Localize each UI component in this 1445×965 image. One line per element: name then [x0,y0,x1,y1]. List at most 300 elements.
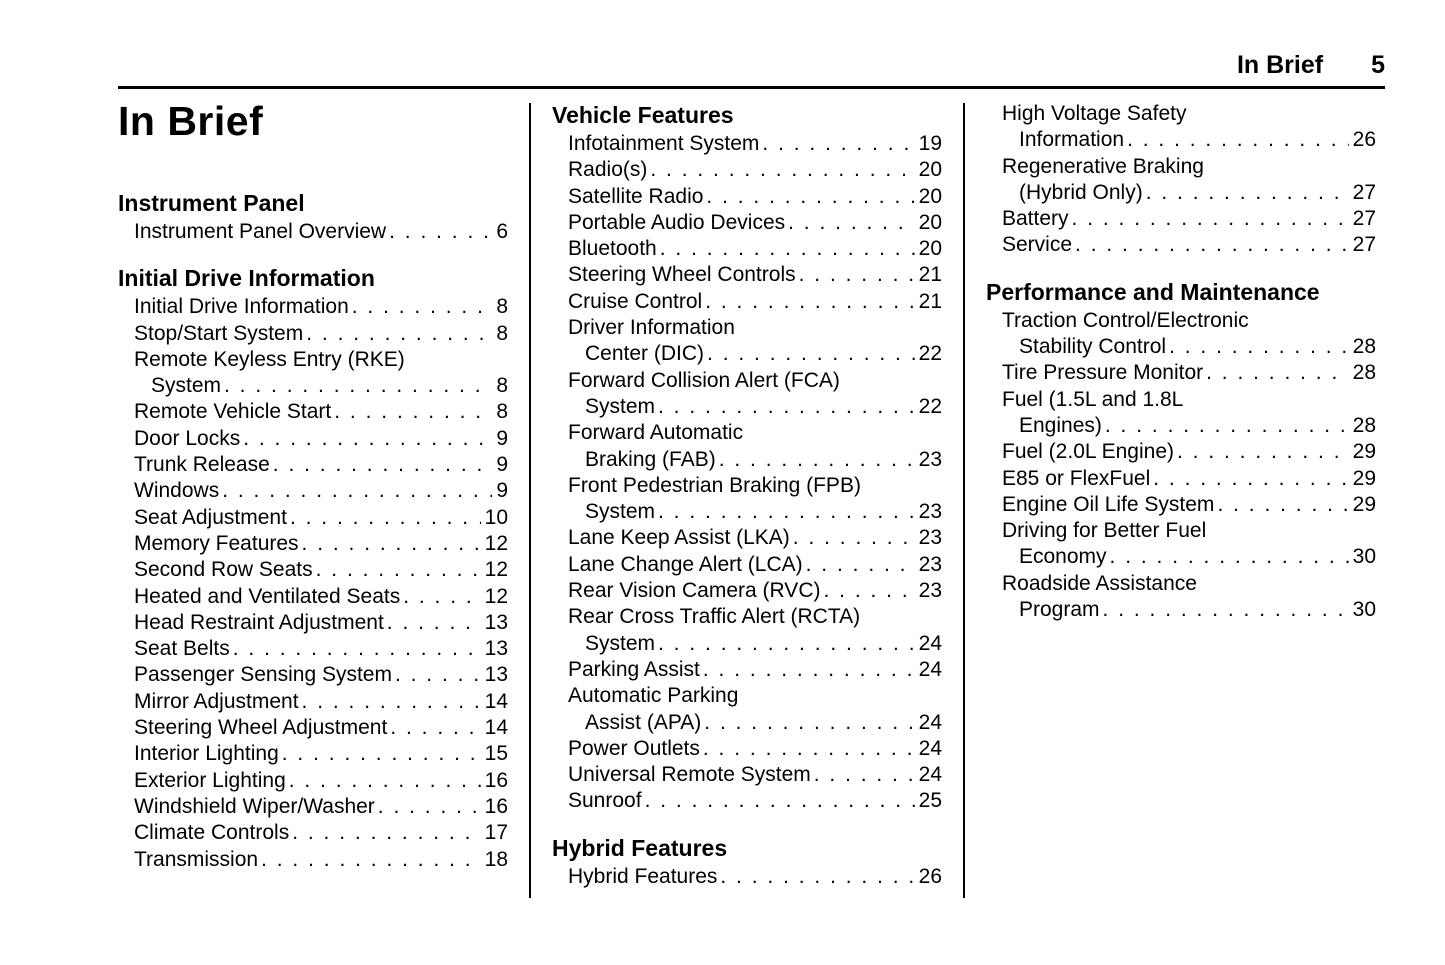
toc-entry [552,762,942,788]
toc-entry-label: Assist (APA) [585,710,702,734]
toc-entry [552,525,942,551]
toc-entry-line [552,762,942,788]
toc-entry-line [552,499,942,525]
toc-entry-page-number: 6 [496,220,508,243]
toc-section [552,834,942,890]
toc-entry [118,768,508,794]
toc-section [118,264,508,873]
toc-entry-label: Instrument Panel Overview [134,220,387,243]
toc-entry-label: Fuel (2.0L Engine) [1002,440,1174,464]
toc-entry-line [986,180,1376,206]
toc-entry [552,315,942,368]
toc-entry [118,794,508,820]
toc-entry [118,452,508,478]
dot-leader [233,636,481,662]
dot-leader [352,294,493,320]
toc-entry [986,154,1376,207]
dot-leader [224,373,492,399]
toc-entry-page-number: 24 [918,657,942,681]
toc-entry-page-number: 8 [496,400,508,424]
toc-entry-label: Interior Lighting [134,742,279,766]
toc-entry [552,157,942,183]
toc-entry-page-number: 27 [1352,233,1376,257]
toc-entry-label: System [585,631,656,655]
toc-entry-line [552,289,942,315]
toc-entry-line [552,157,942,183]
dot-leader [302,689,481,715]
toc-entry [118,715,508,741]
toc-entry-page-number: 9 [496,426,508,450]
toc-entry-page-number: 28 [1352,335,1376,359]
toc-entry-label: System [151,374,222,398]
toc-column-3 [986,101,1376,642]
toc-entry [986,232,1376,258]
toc-entry-line [118,741,508,767]
toc-entry-line: Automatic Parking [568,684,739,708]
toc-entry-page-number: 8 [496,295,508,319]
dot-leader [793,525,915,551]
toc-entry [118,689,508,715]
toc-entry-page-number: 10 [484,505,508,529]
toc-entry [986,571,1376,624]
toc-entry-page-number: 24 [918,736,942,760]
toc-entry-line [118,847,508,873]
toc-entry-page-number: 24 [918,631,942,655]
toc-entry-label: Steering Wheel Controls [568,263,796,287]
dot-leader [660,236,915,262]
toc-entry-line [986,597,1376,623]
toc-entry-label: Transmission [134,847,259,871]
toc-entry-page-number: 23 [918,552,942,576]
toc-entry-label: Power Outlets [568,736,700,760]
dot-leader [1075,232,1349,258]
dot-leader [1127,127,1349,153]
toc-entry-line [552,552,942,578]
toc-entry-line: Driving for Better Fuel [1002,519,1207,543]
toc-entry [986,466,1376,492]
toc-entry-page-number: 27 [1352,180,1376,204]
toc-entry-line [552,341,942,367]
toc-entry-line: Roadside Assistance [1002,571,1197,595]
toc-entry-label: Second Row Seats [134,558,313,582]
toc-entry [118,847,508,873]
toc-entry-page-number: 22 [918,342,942,366]
toc-entry-page-number: 24 [918,763,942,787]
toc-column-1 [118,98,508,892]
toc-entry-line [986,466,1376,492]
dot-leader [707,341,915,367]
toc-entry-line [118,219,508,245]
section-heading: Performance and Maintenance [986,278,1320,305]
toc-entry-line [986,334,1376,360]
running-header-title: In Brief [1236,51,1324,79]
toc-entry [118,294,508,320]
toc-entry-label: Sunroof [568,789,642,813]
toc-entry [118,478,508,504]
toc-entry [118,531,508,557]
dot-leader [282,741,481,767]
toc-entry [118,347,508,400]
toc-entry-line [118,321,508,347]
toc-entry-line [986,127,1376,153]
dot-leader [1206,360,1349,386]
toc-entry-page-number: 29 [1352,492,1376,516]
toc-entry-line [118,452,508,478]
toc-entry-page-number: 12 [484,584,508,608]
toc-entry-line [552,236,942,262]
toc-entry-label: System [585,500,656,524]
dot-leader [814,762,915,788]
toc-entry-label: Information [1019,128,1125,152]
dot-leader [705,289,914,315]
dot-leader [243,426,492,452]
toc-entry-page-number: 20 [918,210,942,234]
toc-entry [552,368,942,421]
toc-entry-page-number: 24 [918,710,942,734]
toc-entry-page-number: 25 [918,789,942,813]
toc-entry-line [118,557,508,583]
toc-entry-line [118,689,508,715]
dot-leader [1217,492,1348,518]
toc-entry-line [552,657,942,683]
section-heading: Vehicle Features [552,102,734,128]
dot-leader [292,820,480,846]
dot-leader [703,736,915,762]
toc-entry [986,387,1376,440]
dot-leader [1177,439,1349,465]
toc-entry-line [552,394,942,420]
toc-entry-page-number: 12 [484,558,508,582]
toc-entry-page-number: 15 [484,742,508,766]
dot-leader [1105,413,1349,439]
toc-entry-line [552,578,942,604]
toc-entry-label: Braking (FAB) [585,447,716,471]
toc-entry-line [986,439,1376,465]
toc-entry-label: Windows [134,479,220,503]
toc-entry-label: Trunk Release [134,453,270,477]
section-heading: Hybrid Features [552,834,728,861]
toc-entry-line: Regenerative Braking [1002,154,1204,178]
toc-entry [552,683,942,736]
toc-entry [986,492,1376,518]
dot-leader [290,505,481,531]
toc-entry [552,578,942,604]
dot-leader [703,657,915,683]
toc-entry-label: Engine Oil Life System [1002,492,1215,516]
toc-entry-label: Radio(s) [568,158,648,182]
toc-entry-line [118,478,508,504]
toc-content [118,98,1385,909]
toc-entry-page-number: 9 [496,453,508,477]
running-header-page-number: 5 [1371,51,1385,79]
dot-leader [389,219,492,245]
toc-entry-line: Traction Control/Electronic [1002,308,1249,332]
dot-leader [387,610,481,636]
toc-entry-label: (Hybrid Only) [1019,180,1143,204]
toc-entry-line [118,505,508,531]
dot-leader [261,847,481,873]
toc-entry-label: Lane Keep Assist (LKA) [568,526,790,550]
toc-section [986,278,1376,624]
toc-entry-page-number: 26 [918,864,942,888]
toc-entry-label: Stop/Start System [134,321,304,345]
dot-leader [788,210,915,236]
toc-entry-line: Front Pedestrian Braking (FPB) [568,473,861,497]
toc-entry-label: Center (DIC) [585,342,705,366]
toc-entry-label: Engines) [1019,413,1102,437]
toc-entry-line [986,232,1376,258]
toc-section [118,189,508,245]
toc-entry [118,741,508,767]
toc-entry [118,820,508,846]
toc-entry-line [118,715,508,741]
toc-entry-page-number: 14 [484,716,508,740]
toc-entry-label: Universal Remote System [568,763,811,787]
toc-entry-page-number: 18 [484,847,508,871]
toc-entry-line [552,525,942,551]
dot-leader [799,262,915,288]
toc-entry-label: Door Locks [134,426,241,450]
toc-entry [118,557,508,583]
toc-entry-page-number: 8 [496,321,508,345]
toc-entry-line: Driver Information [568,316,735,340]
toc-entry-label: Initial Drive Information [134,295,349,319]
dot-leader [658,631,915,657]
toc-entry [986,206,1376,232]
toc-entry-line [118,662,508,688]
toc-entry [552,604,942,657]
toc-section [986,101,1376,259]
toc-entry-line: Rear Cross Traffic Alert (RCTA) [568,605,861,629]
toc-entry-line [118,399,508,425]
toc-entry-page-number: 22 [918,394,942,418]
toc-entry-page-number: 8 [496,374,508,398]
toc-entry-line [986,360,1376,386]
dot-leader [1153,466,1348,492]
dot-leader [306,321,492,347]
section-heading: Initial Drive Information [118,265,375,292]
toc-entry-page-number: 30 [1352,598,1376,622]
toc-entry-line [552,631,942,657]
toc-entry-page-number: 28 [1352,413,1376,437]
toc-entry-label: Remote Vehicle Start [134,400,332,424]
toc-entry [552,788,942,814]
toc-entry-line [118,373,508,399]
toc-entry-line [552,788,942,814]
toc-entry-line [552,447,942,473]
toc-entry-label: Stability Control [1019,335,1167,359]
toc-entry-line [118,584,508,610]
toc-entry-label: Climate Controls [134,821,290,845]
toc-entry [552,473,942,526]
toc-entry-label: Parking Assist [568,657,700,681]
toc-entry [552,131,942,157]
toc-entry [552,864,942,890]
toc-entry-label: Seat Belts [134,637,230,661]
dot-leader [658,394,915,420]
toc-entry-page-number: 13 [484,637,508,661]
toc-entry-line [118,768,508,794]
toc-column-2 [552,101,942,909]
toc-entry-page-number: 9 [496,479,508,503]
toc-entry-page-number: 20 [918,184,942,208]
dot-leader [650,157,914,183]
toc-entry-label: Mirror Adjustment [134,689,299,713]
toc-entry-label: Rear Vision Camera (RVC) [568,579,821,603]
dot-leader [289,768,481,794]
toc-section [552,101,942,815]
dot-leader [222,478,492,504]
toc-entry-page-number: 23 [918,579,942,603]
toc-entry-page-number: 13 [484,610,508,634]
toc-entry-line [118,820,508,846]
column-divider [529,103,531,898]
dot-leader [403,584,480,610]
running-header [118,50,1385,80]
toc-entry-page-number: 16 [484,794,508,818]
toc-entry-page-number: 23 [918,500,942,524]
toc-entry-label: Exterior Lighting [134,768,286,792]
toc-entry-label: Tire Pressure Monitor [1002,361,1204,385]
toc-entry-label: Hybrid Features [568,864,718,888]
toc-entry-line [118,531,508,557]
toc-entry [118,321,508,347]
toc-entry [986,101,1376,154]
toc-entry-page-number: 21 [918,289,942,313]
toc-entry [552,657,942,683]
dot-leader [704,710,914,736]
toc-entry-label: Satellite Radio [568,184,704,208]
toc-entry-page-number: 30 [1352,545,1376,569]
toc-entry-page-number: 20 [918,158,942,182]
toc-entry-line [118,294,508,320]
toc-entry-page-number: 27 [1352,207,1376,231]
toc-entry [552,289,942,315]
toc-entry-page-number: 26 [1352,128,1376,152]
header-rule [118,86,1385,89]
dot-leader [645,788,915,814]
toc-entry [118,636,508,662]
dot-leader [1072,206,1349,232]
toc-entry-label: Memory Features [134,531,299,555]
toc-entry-page-number: 23 [918,526,942,550]
dot-leader [706,184,914,210]
toc-entry-line: Forward Collision Alert (FCA) [568,368,840,392]
toc-entry-page-number: 29 [1352,466,1376,490]
toc-entry [552,210,942,236]
toc-entry-label: Bluetooth [568,237,657,261]
toc-entry-line [552,710,942,736]
toc-entry-page-number: 29 [1352,440,1376,464]
toc-entry-line: Fuel (1.5L and 1.8L [1002,387,1184,411]
toc-entry-label: Heated and Ventilated Seats [134,584,401,608]
toc-entry [118,505,508,531]
toc-entry [552,262,942,288]
toc-entry-page-number: 16 [484,768,508,792]
dot-leader [806,552,915,578]
toc-entry-label: Service [1002,233,1073,257]
toc-entry [118,426,508,452]
dot-leader [1103,597,1349,623]
toc-entry-line [552,131,942,157]
toc-entry-line [552,184,942,210]
toc-entry-line [118,610,508,636]
toc-entry [118,219,508,245]
page-title: In Brief [118,98,264,144]
section-heading: Instrument Panel [118,190,305,216]
dot-leader [273,452,493,478]
toc-entry-line: Forward Automatic [568,421,744,445]
dot-leader [762,131,914,157]
toc-entry-label: Economy [1019,545,1107,569]
toc-entry-page-number: 19 [918,132,942,155]
toc-entry [552,552,942,578]
toc-entry-label: Seat Adjustment [134,505,287,529]
toc-entry-line [118,794,508,820]
toc-entry [118,610,508,636]
toc-entry [986,308,1376,361]
toc-entry-label: Lane Change Alert (LCA) [568,552,803,576]
toc-entry [118,584,508,610]
toc-entry-page-number: 23 [918,447,942,471]
toc-entry-label: Battery [1002,207,1069,231]
toc-entry-page-number: 12 [484,531,508,555]
dot-leader [1169,334,1349,360]
toc-entry [986,439,1376,465]
toc-entry [118,399,508,425]
toc-entry-page-number: 28 [1352,361,1376,385]
dot-leader [390,715,480,741]
toc-entry-page-number: 17 [484,821,508,845]
dot-leader [1110,544,1349,570]
toc-entry-line: High Voltage Safety [1002,102,1187,125]
dot-leader [823,578,914,604]
toc-entry-line: Remote Keyless Entry (RKE) [134,347,405,371]
toc-entry-page-number: 21 [918,263,942,287]
dot-leader [378,794,481,820]
dot-leader [1146,180,1349,206]
toc-entry-label: Portable Audio Devices [568,210,786,234]
dot-leader [719,447,915,473]
column-divider [963,103,965,898]
toc-entry [986,360,1376,386]
toc-entry [552,184,942,210]
toc-entry-label: Windshield Wiper/Washer [134,794,375,818]
toc-entry-line [118,426,508,452]
toc-entry-page-number: 14 [484,689,508,713]
dot-leader [658,499,915,525]
toc-entry-line [986,544,1376,570]
toc-entry-line [986,492,1376,518]
toc-entry-label: Steering Wheel Adjustment [134,716,388,740]
toc-entry-line [552,736,942,762]
toc-entry-page-number: 20 [918,237,942,261]
toc-entry-label: Cruise Control [568,289,703,313]
toc-entry-line [118,636,508,662]
toc-entry [552,420,942,473]
toc-entry [552,236,942,262]
dot-leader [334,399,492,425]
toc-entry-page-number: 13 [484,663,508,687]
dot-leader [720,864,914,890]
toc-entry [986,518,1376,571]
toc-entry-label: Infotainment System [568,132,760,155]
toc-entry [552,736,942,762]
toc-entry-line [986,206,1376,232]
toc-entry-line [552,210,942,236]
toc-entry-label: E85 or FlexFuel [1002,466,1151,490]
toc-entry [118,662,508,688]
